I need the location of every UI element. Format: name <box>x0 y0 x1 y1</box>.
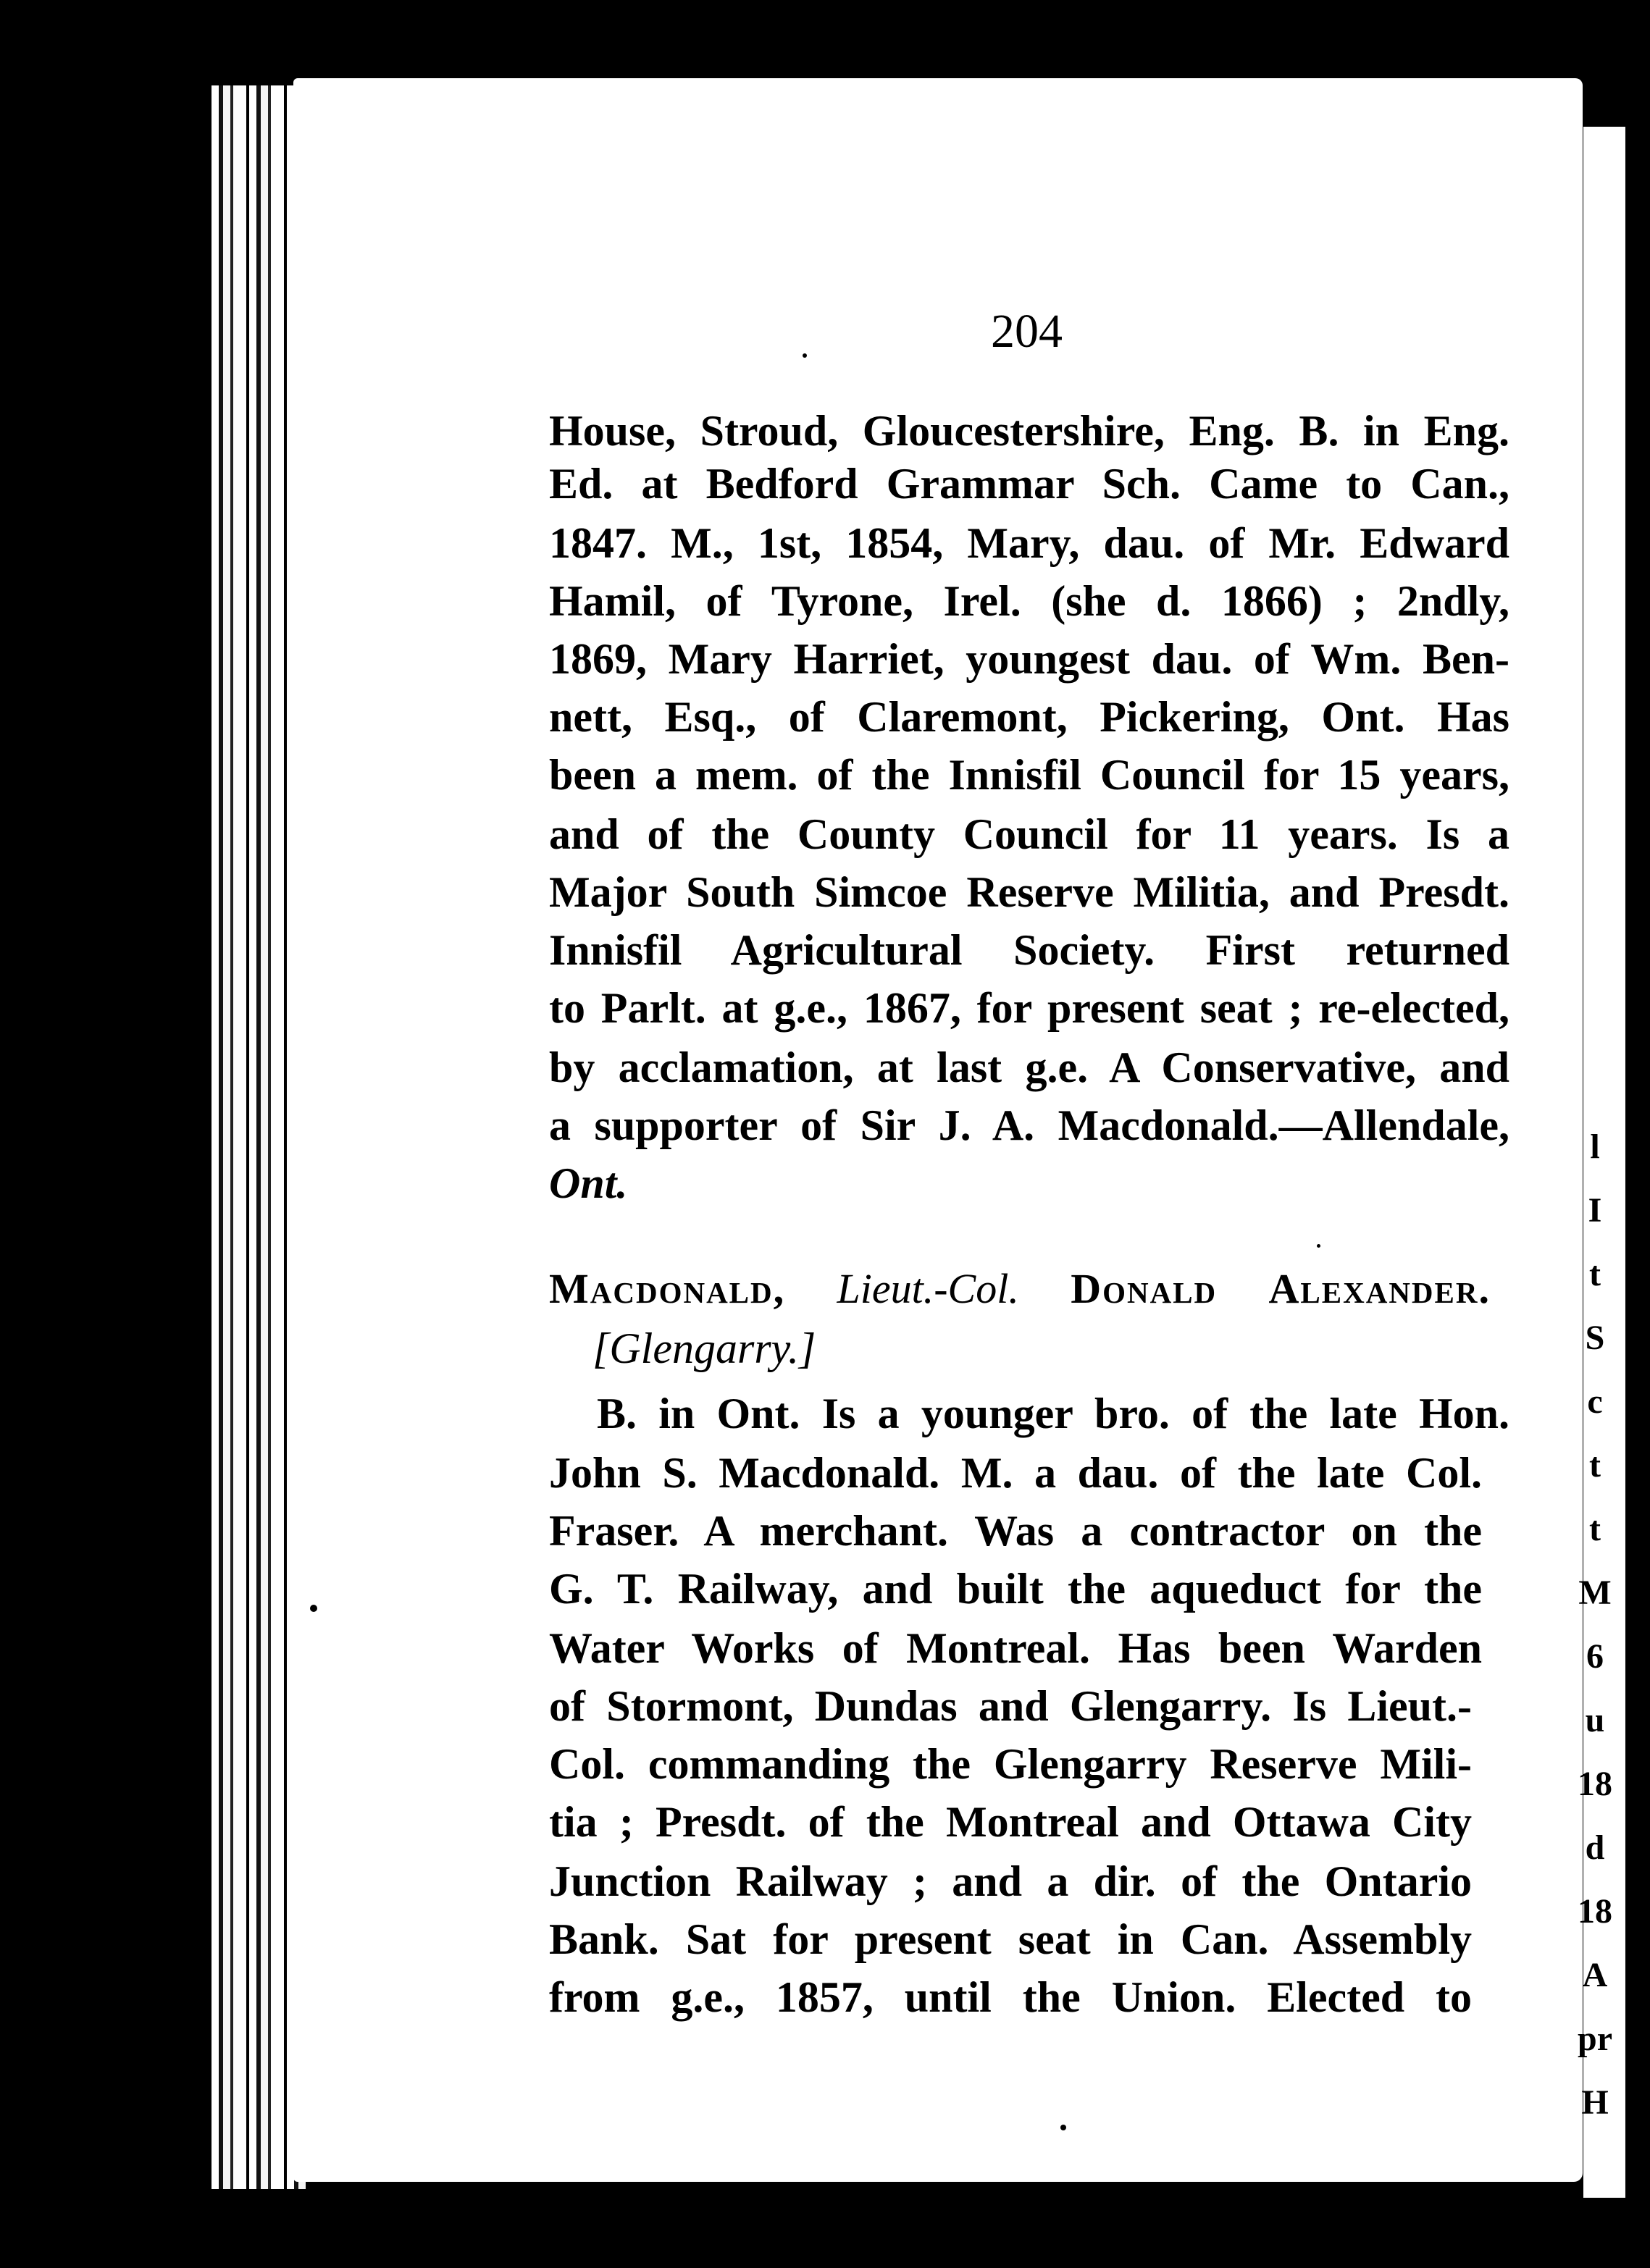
entry-middle-name: Alexander. <box>1268 1265 1491 1312</box>
paragraph1-line: by acclamation, at last g.e. A Conservative, and <box>549 1043 1509 1091</box>
paragraph1-line: a supporter of Sir J. A. Macdonald.—Allendale, <box>549 1101 1509 1149</box>
facing-page-fragment: 18 <box>1578 1765 1612 1803</box>
paragraph1-line: Hamil, of Tyrone, Irel. (she d. 1866) ; 2ndly, <box>549 577 1509 625</box>
page-number: 204 <box>991 305 1063 358</box>
paragraph2-line: B. in Ont. Is a younger bro. of the late Hon. <box>597 1390 1509 1437</box>
facing-page-fragment: t <box>1589 1446 1601 1484</box>
print-speck <box>1060 2125 1066 2130</box>
print-speck <box>803 353 807 358</box>
paragraph1-line: and of the County Council for 11 years. Is a <box>549 810 1509 858</box>
entry-heading <box>549 1260 1491 1318</box>
facing-page-fragment: u <box>1585 1701 1605 1739</box>
facing-page-fragment: l <box>1590 1127 1600 1166</box>
book-binding-edge <box>212 85 306 2189</box>
print-speck <box>310 1605 317 1612</box>
paragraph1-line: 1869, Mary Harriet, youngest dau. of Wm. Ben- <box>549 635 1509 683</box>
paragraph2-line: Water Works of Montreal. Has been Warden <box>549 1624 1482 1672</box>
paragraph2-line: tia ; Presdt. of the Montreal and Ottawa City <box>549 1798 1472 1846</box>
paragraph1-line: Ed. at Bedford Grammar Sch. Came to Can., <box>549 460 1509 508</box>
paragraph2-line: from g.e., 1857, until the Union. Elected to <box>549 1973 1472 2021</box>
entry-surname: Macdonald, <box>549 1265 786 1312</box>
facing-page-fragment: 18 <box>1578 1892 1612 1931</box>
paragraph1-line: Ont. <box>549 1159 628 1207</box>
facing-page-fragment: c <box>1587 1382 1603 1421</box>
facing-page-fragment: H <box>1581 2083 1609 2122</box>
facing-page-fragment: d <box>1585 1828 1605 1867</box>
paragraph2-line: of Stormont, Dundas and Glengarry. Is Lieut.- <box>549 1682 1472 1730</box>
entry-riding: [Glengarry.] <box>592 1324 816 1372</box>
paragraph1-line: House, Stroud, Gloucestershire, Eng. B. in Eng. <box>549 407 1509 455</box>
paragraph2-line: G. T. Railway, and built the aqueduct for the <box>549 1565 1482 1613</box>
facing-page-fragment: I <box>1588 1191 1602 1230</box>
paragraph2-line: Junction Railway ; and a dir. of the Ontario <box>549 1857 1472 1905</box>
paragraph2-line: John S. Macdonald. M. a dau. of the late Col. <box>549 1449 1482 1497</box>
facing-page-fragment: M <box>1578 1574 1612 1612</box>
facing-page-fragment: S <box>1585 1319 1605 1357</box>
paragraph2-line: Fraser. A merchant. Was a contractor on the <box>549 1507 1482 1555</box>
paragraph1-line: Innisfil Agricultural Society. First returned <box>549 926 1509 974</box>
facing-page-fragment: 6 <box>1586 1637 1604 1676</box>
entry-given-name: Donald <box>1071 1265 1218 1312</box>
entry-rank: Lieut.-Col. <box>837 1265 1019 1312</box>
facing-page-fragment: pr <box>1578 2020 1612 2058</box>
paragraph1-line: nett, Esq., of Claremont, Pickering, Ont. Has <box>549 693 1509 741</box>
paragraph1-line: been a mem. of the Innisfil Council for 15 years, <box>549 751 1509 799</box>
facing-page-fragment: t <box>1589 1255 1601 1293</box>
print-speck <box>1317 1244 1320 1248</box>
paragraph1-line: 1847. M., 1st, 1854, Mary, dau. of Mr. Edward <box>549 519 1509 567</box>
paragraph2-line: Bank. Sat for present seat in Can. Assembly <box>549 1915 1472 1963</box>
paragraph1-line: Major South Simcoe Reserve Militia, and Presdt. <box>549 868 1509 916</box>
paragraph2-line: Col. commanding the Glengarry Reserve Mili- <box>549 1740 1472 1788</box>
facing-page-fragment: t <box>1589 1510 1601 1548</box>
facing-page-fragment: A <box>1582 1956 1608 1994</box>
paragraph1-line: to Parlt. at g.e., 1867, for present seat ; re-elected, <box>549 984 1509 1032</box>
